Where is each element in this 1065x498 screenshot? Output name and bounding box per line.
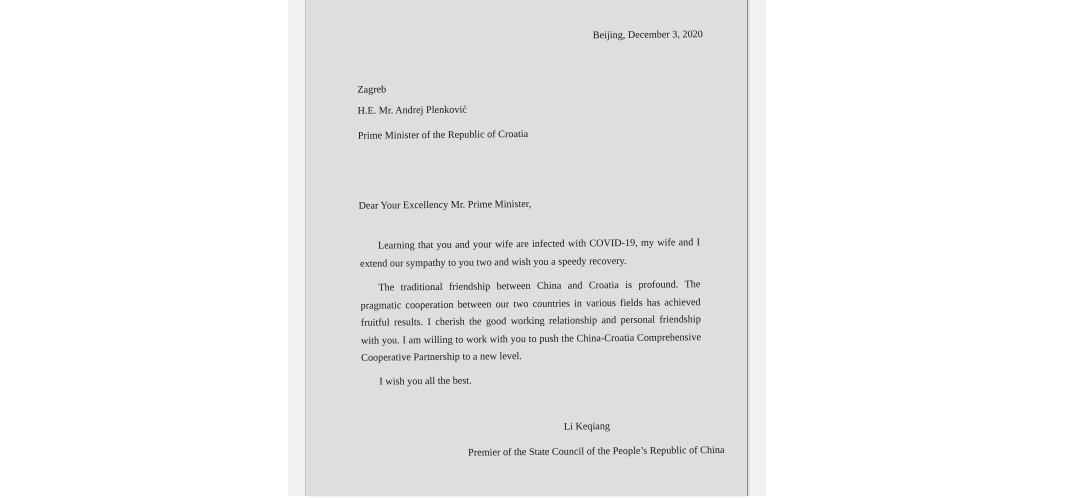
letter-page [305,0,748,496]
letter-paragraph: Learning that you and your wife are infected with COVID-19, my wife and I extend our sympathy to you two and wish you a speedy recovery. [360,237,701,270]
letter-dateline: Beijing, December 3, 2020 [592,29,703,42]
letter-paragraph: The traditional friendship between China and Croatia is profound. The pragmatic cooperation between our two countries in various fields has achieved fruitful results. I cherish the good working relationship and personal friendship with you. I am willing to work with you to push the China-Croatia Comprehensive Cooperative Partnership to a new level. [360,279,702,364]
recipient-title: Prime Minister of the Republic of Croatia [357,128,529,142]
letter-closing: I wish you all the best. [379,375,472,388]
letter-content [303,0,749,498]
recipient-city: Zagreb [357,84,387,96]
letter-salutation: Dear Your Excellency Mr. Prime Minister, [358,198,532,212]
recipient-name: H.E. Mr. Andrej Plenković [357,104,467,117]
signer-name: Li Keqiang [563,421,611,433]
signer-title: Premier of the State Council of the People’s Republic of China [468,444,725,459]
